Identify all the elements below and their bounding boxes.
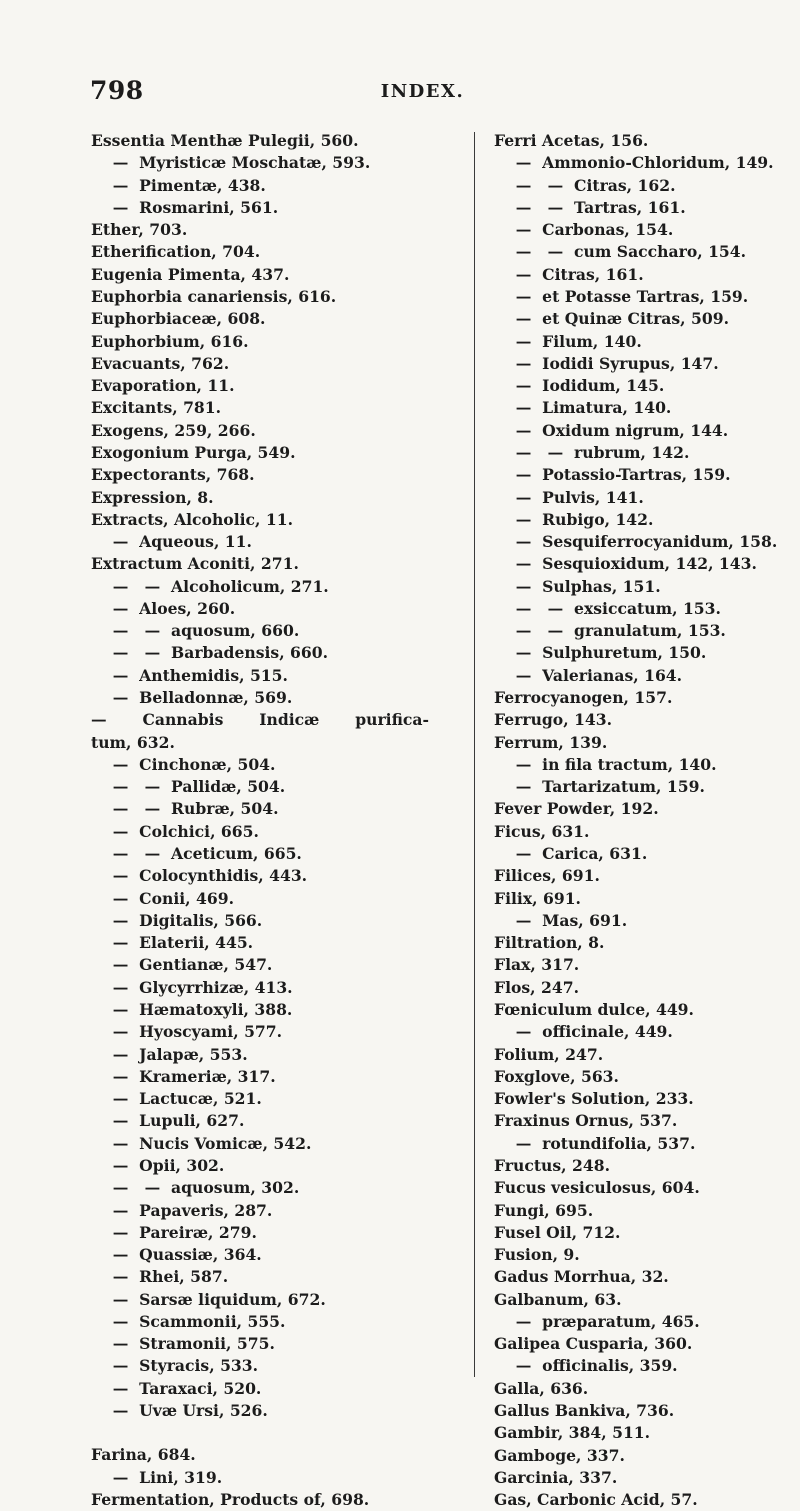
index-entry: Fungi, 695. (494, 1200, 594, 1220)
index-entry: Euphorbia canariensis, 616. (91, 286, 337, 306)
index-entry: — Conii, 469. (91, 888, 235, 908)
index-entry: tum, 632. (91, 732, 175, 752)
index-entry: Flax, 317. (494, 955, 580, 975)
index-entry: — Ammonio-Chloridum, 149. (494, 153, 774, 173)
index-entry: — rotundifolia, 537. (494, 1133, 696, 1153)
index-entry: Gadus Morrhua, 32. (494, 1267, 669, 1287)
index-entry: — Colchici, 665. (91, 821, 259, 841)
index-entry: Flos, 247. (494, 977, 580, 997)
index-entry: Galla, 636. (494, 1378, 589, 1398)
index-entry: — — aquosum, 302. (91, 1178, 300, 1198)
index-entry: Euphorbium, 616. (91, 331, 249, 351)
index-entry: — Rhei, 587. (91, 1267, 229, 1287)
index-entry: — Papaveris, 287. (91, 1200, 273, 1220)
index-entry: — præparatum, 465. (494, 1311, 700, 1331)
index-entry: Ferri Acetas, 156. (494, 131, 649, 150)
index-entry: — Sesquioxidum, 142, 143. (494, 554, 757, 574)
index-entry: Fowler's Solution, 233. (494, 1089, 694, 1109)
index-entry: Ether, 703. (91, 220, 188, 240)
index-entry: — Limatura, 140. (494, 398, 672, 418)
column-divider (474, 132, 475, 1377)
index-entry: Garcinia, 337. (494, 1467, 618, 1487)
index-column-left (91, 130, 429, 1511)
index-entry: Expression, 8. (91, 487, 214, 507)
index-entry: — Jalapæ, 553. (91, 1044, 248, 1064)
index-entry: Exogonium Purga, 549. (91, 442, 296, 462)
index-entry: Folium, 247. (494, 1044, 604, 1064)
index-entry: Ferrum, 139. (494, 732, 608, 752)
page-header (90, 76, 755, 106)
index-entry: — Belladonnæ, 569. (91, 688, 293, 708)
index-entry: — — cum Saccharo, 154. (494, 242, 747, 262)
index-entry: — Quassiæ, 364. (91, 1245, 262, 1265)
index-entry: — Iodidum, 145. (494, 376, 665, 396)
index-entry: Fraxinus Ornus, 537. (494, 1111, 678, 1131)
index-entry: — Krameriæ, 317. (91, 1066, 276, 1086)
index-entry: — Hæmatoxyli, 388. (91, 999, 293, 1019)
index-entry: Fermentation, Products of, 698. (91, 1489, 370, 1509)
index-entry: — Hyoscyami, 577. (91, 1022, 283, 1042)
index-entry: — Pulvis, 141. (494, 487, 644, 507)
index-entry: — Sesquiferrocyanidum, 158. (494, 532, 778, 552)
index-entry: — Myristicæ Moschatæ, 593. (91, 153, 371, 173)
index-entry: — — Pallidæ, 504. (91, 777, 286, 797)
index-entry: — Oxidum nigrum, 144. (494, 420, 729, 440)
index-entry: — Sarsæ liquidum, 672. (91, 1289, 326, 1309)
index-entry: Gas, Carbonic Acid, 57. (494, 1490, 698, 1510)
index-entry: — Opii, 302. (91, 1155, 225, 1175)
index-entry: — Tartarizatum, 159. (494, 777, 705, 797)
index-entry: Fructus, 248. (494, 1155, 611, 1175)
index-entry: — Scammonii, 555. (91, 1311, 286, 1331)
index-entry: — Lupuli, 627. (91, 1111, 245, 1131)
index-column-right (494, 130, 799, 1511)
page-title: INDEX. (380, 81, 465, 102)
index-entry: — Colocynthidis, 443. (91, 866, 308, 886)
index-entry: — Iodidi Syrupus, 147. (494, 353, 719, 373)
index-entry: — Taraxaci, 520. (91, 1378, 262, 1398)
index-entry: Extracts, Alcoholic, 11. (91, 509, 294, 529)
index-entry: — Styracis, 533. (91, 1356, 259, 1376)
index-entry: Filix, 691. (494, 888, 581, 908)
index-entry: Galipea Cusparia, 360. (494, 1334, 693, 1354)
index-entry: Ferrocyanogen, 157. (494, 688, 673, 708)
index-entry: — Cannabis Indicæ purifica- (91, 710, 429, 730)
index-entry: — Potassio-Tartras, 159. (494, 465, 731, 485)
index-entry: — et Potasse Tartras, 159. (494, 286, 749, 306)
index-entry: Gamboge, 337. (494, 1445, 625, 1465)
index-entry: — Carbonas, 154. (494, 220, 674, 240)
index-entry: — Sulphas, 151. (494, 576, 661, 596)
index-entry: — — aquosum, 660. (91, 621, 300, 641)
index-entry: — — rubrum, 142. (494, 442, 690, 462)
index-entry: — Stramonii, 575. (91, 1334, 275, 1354)
index-entry: Gallus Bankiva, 736. (494, 1401, 675, 1421)
index-entry: — Pimentæ, 438. (91, 175, 266, 195)
index-entry: — Pareiræ, 279. (91, 1222, 257, 1242)
index-entry: — Filum, 140. (494, 331, 642, 351)
index-entry: — officinale, 449. (494, 1022, 673, 1042)
index-entry: — Valerianas, 164. (494, 665, 683, 685)
index-entry: Filices, 691. (494, 866, 600, 886)
index-entry: Evaporation, 11. (91, 376, 235, 396)
index-entry: Extractum Aconiti, 271. (91, 554, 299, 574)
index-entry: — — Citras, 162. (494, 175, 676, 195)
index-entry: — Mas, 691. (494, 910, 628, 930)
index-entry: Fusion, 9. (494, 1245, 580, 1265)
index-entry: — — Tartras, 161. (494, 197, 686, 217)
index-entry: — Cinchonæ, 504. (91, 754, 276, 774)
index-entry: — Lini, 319. (91, 1467, 223, 1487)
index-entry: Evacuants, 762. (91, 353, 230, 373)
page-number: 798 (90, 76, 144, 105)
index-entry: — Gentianæ, 547. (91, 955, 273, 975)
index-entry (91, 1422, 429, 1444)
index-entry: — — Aceticum, 665. (91, 844, 302, 863)
index-entry: — Lactucæ, 521. (91, 1089, 262, 1109)
index-entry: Filtration, 8. (494, 933, 605, 953)
index-entry: Foxglove, 563. (494, 1066, 619, 1086)
index-entry: Expectorants, 768. (91, 465, 255, 485)
index-entry: — — Alcoholicum, 271. (91, 576, 329, 596)
index-entry: — Uvæ Ursi, 526. (91, 1401, 268, 1421)
index-entry: Euphorbiaceæ, 608. (91, 309, 266, 329)
index-entry: Etherification, 704. (91, 242, 261, 262)
index-entry: Fœniculum dulce, 449. (494, 999, 694, 1019)
index-entry: Excitants, 781. (91, 398, 222, 418)
index-entry: Gambir, 384, 511. (494, 1423, 651, 1443)
index-entry: — Sulphuretum, 150. (494, 643, 707, 663)
index-entry: — officinalis, 359. (494, 1356, 678, 1376)
index-entry: — Digitalis, 566. (91, 910, 263, 930)
index-entry: Ferrugo, 143. (494, 710, 613, 730)
index-entry: — Aqueous, 11. (91, 532, 252, 552)
index-entry: Ficus, 631. (494, 821, 590, 841)
index-entry: Fever Powder, 192. (494, 799, 659, 819)
index-entry: — Anthemidis, 515. (91, 665, 288, 685)
index-entry: Exogens, 259, 266. (91, 420, 256, 440)
index-entry: Fusel Oil, 712. (494, 1222, 621, 1242)
index-entry: — Elaterii, 445. (91, 933, 254, 953)
index-entry: Farina, 684. (91, 1445, 196, 1465)
index-entry: — — Rubræ, 504. (91, 799, 279, 819)
index-entry: Fucus vesiculosus, 604. (494, 1178, 700, 1198)
index-entry: Eugenia Pimenta, 437. (91, 264, 290, 284)
index-entry: — Nucis Vomicæ, 542. (91, 1133, 312, 1153)
index-entry: — et Quinæ Citras, 509. (494, 309, 730, 329)
index-entry: — — exsiccatum, 153. (494, 598, 721, 618)
index-entry: — Rubigo, 142. (494, 509, 654, 529)
index-entry: — — granulatum, 153. (494, 621, 726, 641)
index-entry: — Aloes, 260. (91, 598, 236, 618)
index-entry: — in fila tractum, 140. (494, 754, 717, 774)
index-entry: — Glycyrrhizæ, 413. (91, 977, 293, 997)
index-entry: — — Barbadensis, 660. (91, 643, 329, 663)
index-entry: Galbanum, 63. (494, 1289, 622, 1309)
index-entry: Essentia Menthæ Pulegii, 560. (91, 131, 359, 150)
index-entry: — Rosmarini, 561. (91, 197, 279, 217)
index-entry: — Carica, 631. (494, 844, 648, 863)
index-entry: — Citras, 161. (494, 264, 644, 284)
